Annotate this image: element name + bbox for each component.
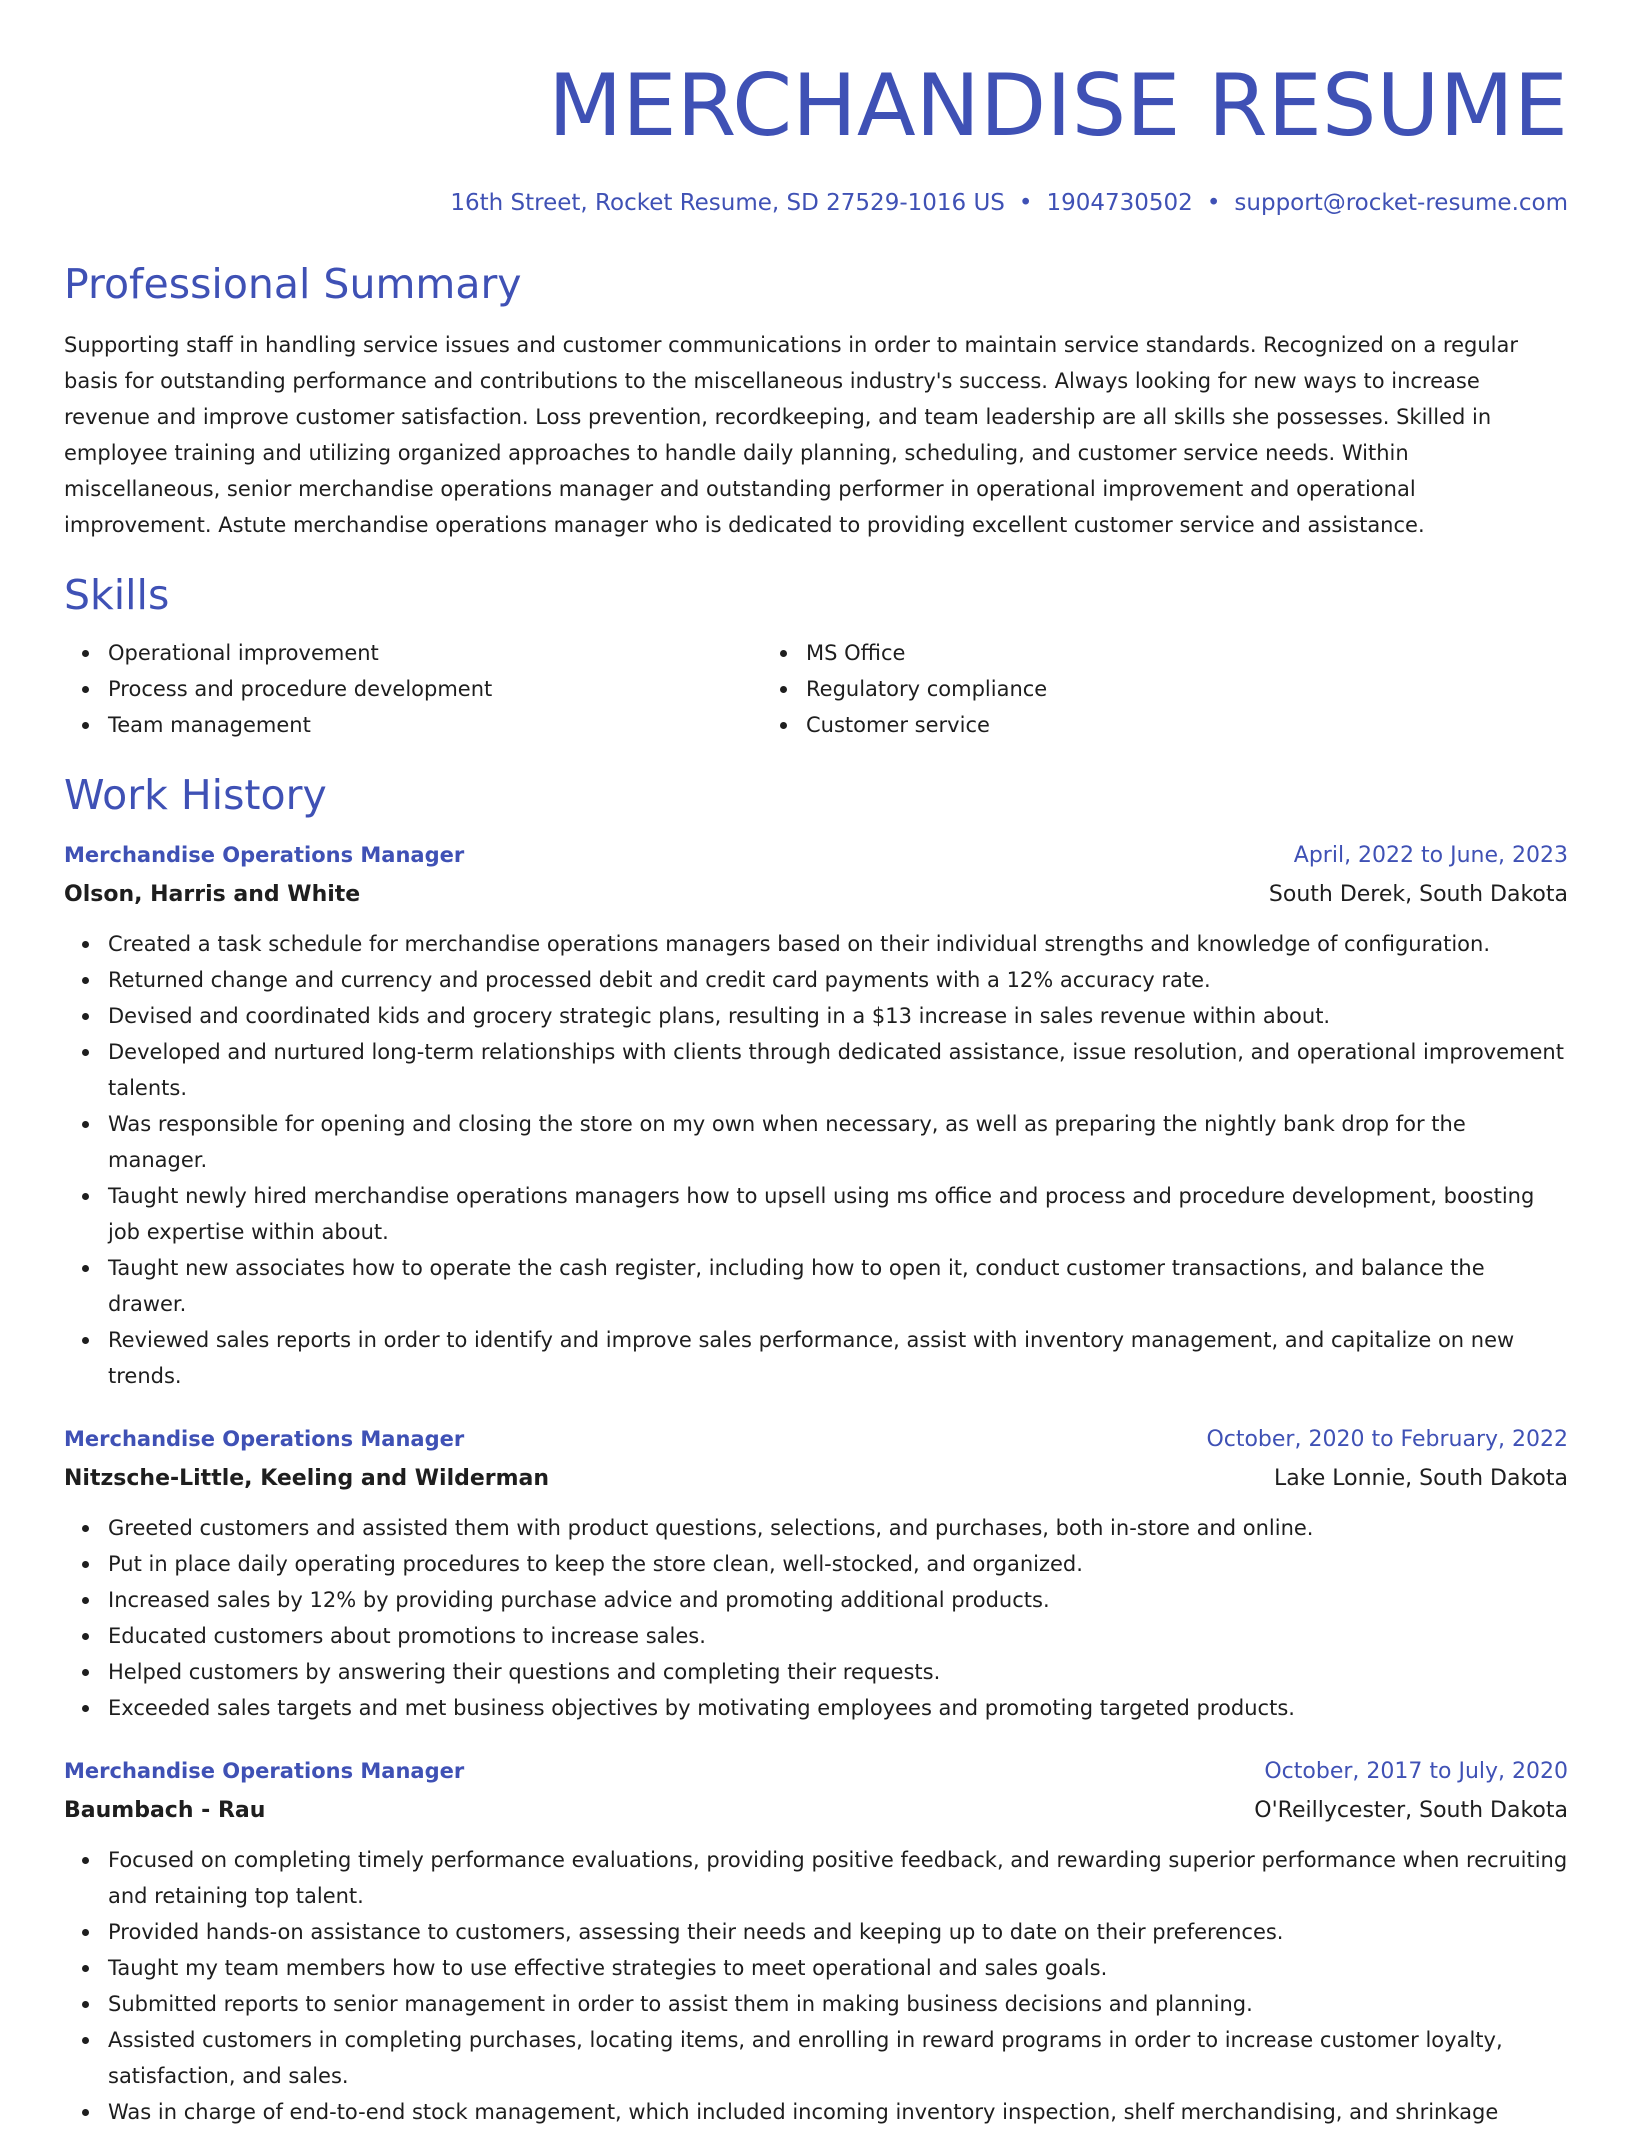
- job-dates: October, 2020 to February, 2022: [1206, 1427, 1568, 1452]
- job-bullets: [64, 926, 1568, 1394]
- job-bullet: Developed and nurtured long-term relationships with clients through dedicated assistance, issue resolution, and operational improvement talents.: [108, 1034, 1568, 1106]
- resume-page: [64, 0, 1568, 2130]
- job-entry: [64, 836, 1568, 1394]
- job-location: South Derek, South Dakota: [1268, 882, 1568, 907]
- job-company: Olson, Harris and White: [64, 882, 361, 907]
- job-bullet: Focused on completing timely performance evaluations, providing positive feedback, and rewarding superior performance when recruiting and retaining top talent.: [108, 1842, 1568, 1914]
- contact-line: [64, 188, 1568, 218]
- job-bullet: Exceeded sales targets and met business objectives by motivating employees and promoting targeted products.: [108, 1690, 1568, 1726]
- contact-phone: 1904730502: [1046, 190, 1193, 216]
- job-title: Merchandise Operations Manager: [64, 1427, 465, 1451]
- job-header: [64, 1420, 1568, 1459]
- work-history-heading: Work History: [64, 771, 327, 819]
- job-bullets: [64, 1842, 1568, 2130]
- job-location: O'Reillycester, South Dakota: [1254, 1798, 1568, 1823]
- job-bullet: Created a task schedule for merchandise operations managers based on their individual strengths and knowledge of configuration.: [108, 926, 1568, 962]
- job-entry: [64, 1420, 1568, 1726]
- job-bullet: Was in charge of end-to-end stock management, which included incoming inventory inspection, shelf merchandising, and shrinkage: [108, 2094, 1568, 2130]
- job-header: [64, 836, 1568, 875]
- job-bullet: Taught my team members how to use effective strategies to meet operational and sales goals.: [108, 1950, 1568, 1986]
- skills-heading: Skills: [64, 571, 170, 619]
- job-company: Baumbach - Rau: [64, 1798, 266, 1823]
- skill-item: MS Office: [806, 635, 1460, 671]
- skill-item: Customer service: [806, 707, 1460, 743]
- job-title: Merchandise Operations Manager: [64, 843, 465, 867]
- summary-heading: Professional Summary: [64, 260, 522, 308]
- job-location: Lake Lonnie, South Dakota: [1274, 1466, 1568, 1491]
- contact-separator: •: [1206, 190, 1221, 216]
- job-subheader: [64, 1791, 1568, 1830]
- job-bullet: Put in place daily operating procedures to keep the store clean, well-stocked, and organized.: [108, 1546, 1568, 1582]
- job-bullet: Taught new associates how to operate the cash register, including how to open it, conduct customer transactions, and balance the drawer.: [108, 1250, 1568, 1322]
- skill-item: Process and procedure development: [108, 671, 762, 707]
- skills-column-left: [64, 635, 762, 743]
- skills-list: [64, 635, 1568, 743]
- job-bullet: Was responsible for opening and closing the store on my own when necessary, as well as preparing the nightly bank drop for the manager.: [108, 1106, 1568, 1178]
- job-bullet: Assisted customers in completing purchases, locating items, and enrolling in reward programs in order to increase customer loyalty, satisfaction, and sales.: [108, 2022, 1568, 2094]
- job-header: [64, 1752, 1568, 1791]
- resume-name: MERCHANDISE RESUME: [548, 56, 1568, 156]
- summary-text: Supporting staff in handling service issues and customer communications in order to maintain service standards. Recognized on a regular basis for outstanding performance and contributions to the miscellaneous industry's success. Always looking for new ways to increase revenue and improve customer satisfaction. Loss prevention, recordkeeping, and team leadership are all skills she possesses. Skilled in employee training and utilizing organized approaches to handle daily planning, scheduling, and customer service needs. Within miscellaneous, senior merchandise operations manager and outstanding performer in operational improvement and operational improvement. Astute merchandise operations manager who is dedicated to providing excellent customer service and assistance.: [64, 333, 1519, 537]
- job-bullet: Returned change and currency and processed debit and credit card payments with a 12% accuracy rate.: [108, 962, 1568, 998]
- job-bullet: Provided hands-on assistance to customers, assessing their needs and keeping up to date on their preferences.: [108, 1914, 1568, 1950]
- job-company: Nitzsche-Little, Keeling and Wilderman: [64, 1466, 550, 1491]
- job-bullet: Taught newly hired merchandise operations managers how to upsell using ms office and process and procedure development, boosting job expertise within about.: [108, 1178, 1568, 1250]
- job-bullet: Helped customers by answering their questions and completing their requests.: [108, 1654, 1568, 1690]
- job-subheader: [64, 875, 1568, 914]
- skill-item: Regulatory compliance: [806, 671, 1460, 707]
- job-bullet: Submitted reports to senior management in order to assist them in making business decisions and planning.: [108, 1986, 1568, 2022]
- skill-item: Team management: [108, 707, 762, 743]
- job-entry: [64, 1752, 1568, 2130]
- contact-address: 16th Street, Rocket Resume, SD 27529-1016 US: [450, 190, 1005, 216]
- job-bullet: Devised and coordinated kids and grocery strategic plans, resulting in a $13 increase in sales revenue within about.: [108, 998, 1568, 1034]
- job-subheader: [64, 1459, 1568, 1498]
- contact-separator: •: [1018, 190, 1033, 216]
- job-bullet: Increased sales by 12% by providing purchase advice and promoting additional products.: [108, 1582, 1568, 1618]
- job-dates: April, 2022 to June, 2023: [1293, 843, 1568, 868]
- skill-item: Operational improvement: [108, 635, 762, 671]
- contact-email: support@rocket-resume.com: [1234, 190, 1568, 216]
- job-title: Merchandise Operations Manager: [64, 1759, 465, 1783]
- job-bullet: Reviewed sales reports in order to identify and improve sales performance, assist with inventory management, and capitalize on new trends.: [108, 1322, 1568, 1394]
- job-bullet: Greeted customers and assisted them with product questions, selections, and purchases, both in-store and online.: [108, 1510, 1568, 1546]
- skills-column-right: [762, 635, 1460, 743]
- job-dates: October, 2017 to July, 2020: [1264, 1759, 1568, 1784]
- job-bullets: [64, 1510, 1568, 1726]
- job-bullet: Educated customers about promotions to increase sales.: [108, 1618, 1568, 1654]
